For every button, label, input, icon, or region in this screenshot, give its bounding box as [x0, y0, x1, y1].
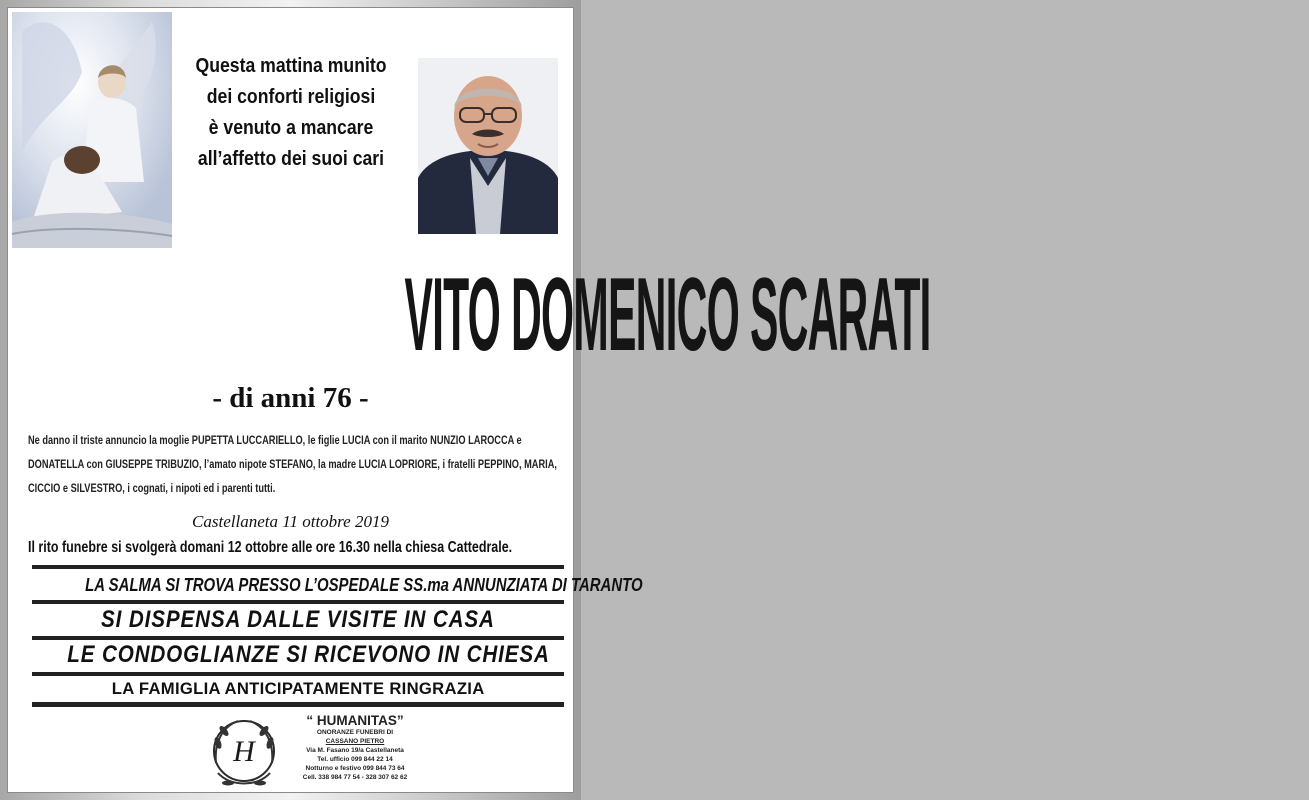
announcement-text [28, 428, 563, 500]
notice-no-visits [28, 606, 568, 634]
notice-text: SI DISPENSA DALLE VISITE IN CASA [101, 606, 495, 633]
deceased-photo [418, 58, 558, 234]
divider [32, 565, 564, 569]
divider [32, 702, 564, 707]
intro-text [185, 50, 397, 174]
deceased-age: - di anni 76 - [212, 382, 369, 414]
divider [32, 636, 564, 640]
company-mobile-phone: Cell. 338 984 77 54 - 328 307 62 62 [302, 774, 408, 781]
laurel-logo-icon [204, 713, 284, 795]
notice-text: LA SALMA SI TROVA PRESSO L’OSPEDALE SS.ma ANNUNZIATA DI TARANTO [85, 575, 643, 595]
funeral-company [290, 713, 420, 782]
company-owner: CASSANO PIETRO [325, 738, 385, 745]
notice-text: LE CONDOGLIANZE SI RICEVONO IN CHIESA [67, 641, 550, 668]
obituary-poster [7, 7, 931, 793]
company-address: Via M. Fasano 19/a Castellaneta [306, 747, 404, 754]
intro-line: è venuto a mancare [208, 116, 374, 139]
intro-line: Questa mattina munito [195, 54, 387, 77]
funeral-info [28, 536, 563, 560]
announcement-body: Ne danno il triste annuncio la moglie PUPETTA LUCCARIELLO, le figlie LUCIA con il marito NUNZIO LAROCCA e DONATELLA con GIUSEPPE TRIBUZIO, l’amato nipote STEFANO, la madre LUCIA LOPRIORE, i fratelli PEPPINO, MARIA, CICCIO e SILVESTRO, i cognati, i nipoti ed i parenti tutti. [28, 433, 557, 495]
deceased-name-text: VITO DOMENICO SCARATI [404, 257, 931, 373]
notice-condolences [28, 641, 568, 669]
logo-letter: H [233, 735, 255, 768]
company-night-phone: Notturno e festivo 099 844 73 64 [305, 765, 405, 772]
notice-thanks [28, 678, 568, 700]
divider [32, 672, 564, 676]
company-office-phone: Tel. ufficio 099 844 22 14 [317, 756, 393, 763]
divider [32, 600, 564, 604]
intro-line: dei conforti religiosi [206, 85, 376, 108]
angel-image [12, 12, 172, 248]
company-line: ONORANZE FUNEBRI DI [316, 729, 394, 736]
angel-illustration [12, 12, 172, 248]
place-date: Castellaneta 11 ottobre 2019 [192, 512, 389, 531]
portrait-illustration [418, 58, 558, 234]
notice-text: LA FAMIGLIA ANTICIPATAMENTE RINGRAZIA [111, 679, 485, 698]
company-name: “ HUMANITAS” [306, 713, 404, 728]
deceased-name [26, 256, 931, 374]
intro-line: all’affetto dei suoi cari [197, 147, 385, 170]
funeral-info-text: Il rito funebre si svolgerà domani 12 ottobre alle ore 16.30 nella chiesa Cattedrale. [28, 539, 513, 556]
notice-body-location [28, 573, 643, 597]
company-logo [204, 713, 284, 795]
